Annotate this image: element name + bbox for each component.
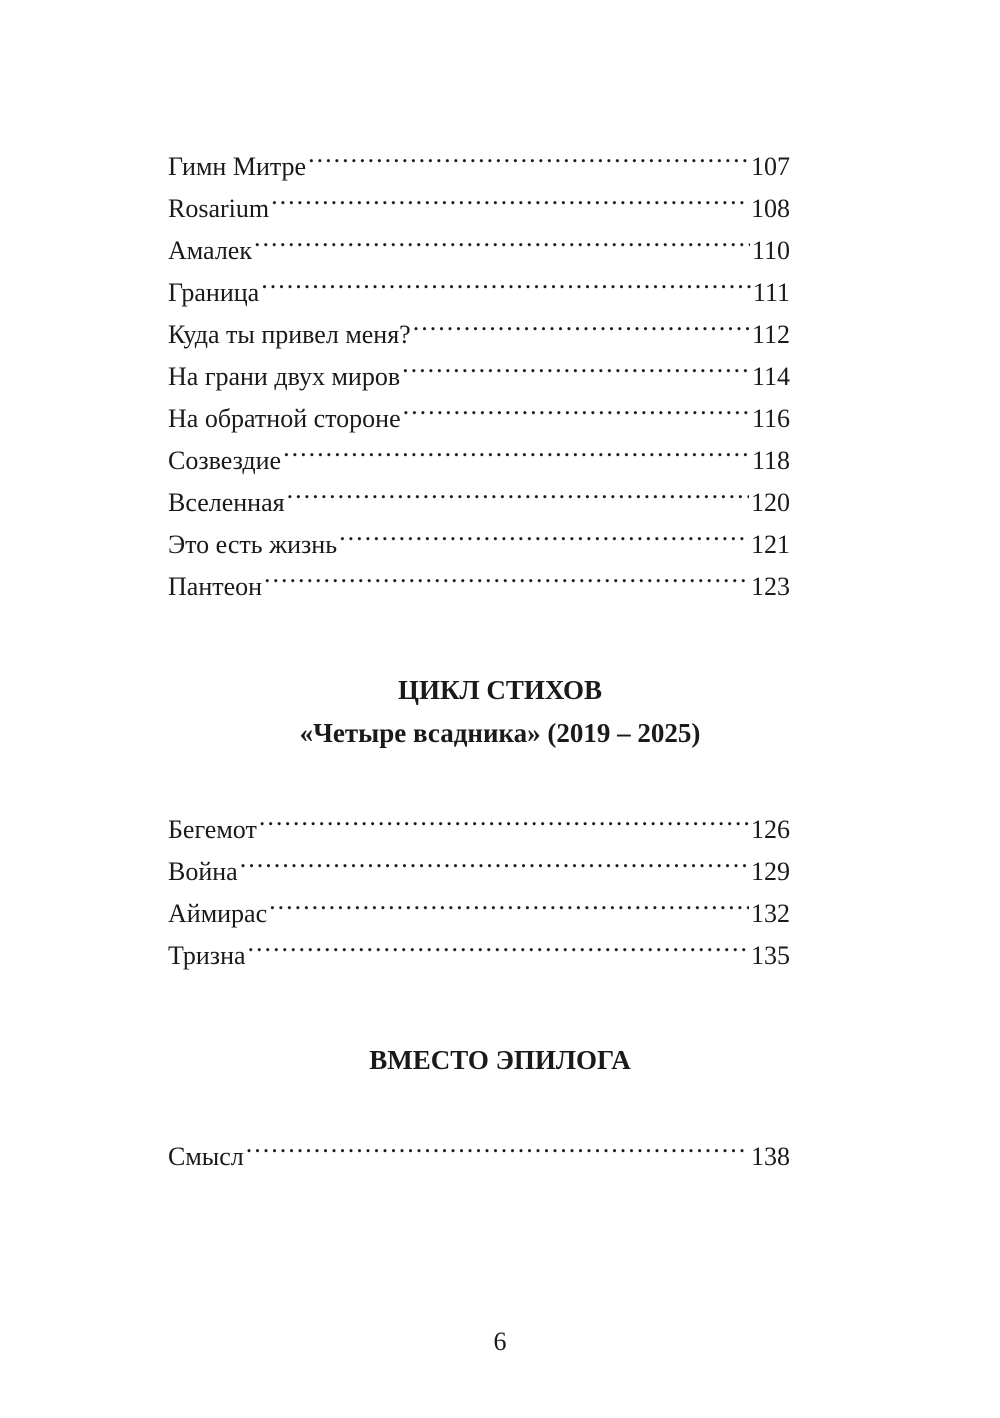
toc-entry-page: 126 bbox=[751, 815, 790, 844]
toc-entry[interactable] bbox=[168, 217, 790, 265]
toc-entry-page: 111 bbox=[752, 278, 790, 307]
toc-entry[interactable] bbox=[168, 922, 790, 970]
toc-entry-title: Пантеон bbox=[168, 572, 263, 601]
toc-dot-leader bbox=[246, 1123, 749, 1165]
toc-entry-page: 129 bbox=[751, 857, 790, 886]
toc-dot-leader bbox=[259, 796, 749, 838]
toc-entry-title: Гимн Митре bbox=[168, 152, 307, 181]
toc-entry-title: Rosarium bbox=[168, 194, 270, 223]
toc-entry-page: 120 bbox=[751, 488, 790, 517]
page-number: 6 bbox=[493, 1327, 507, 1356]
toc-entry[interactable] bbox=[168, 301, 790, 349]
toc-dot-leader bbox=[254, 217, 750, 259]
toc-entry[interactable] bbox=[168, 880, 790, 928]
toc-entry-page: 123 bbox=[751, 572, 790, 601]
toc-section-2 bbox=[168, 796, 790, 970]
toc-entry-page: 114 bbox=[751, 362, 790, 391]
toc-entry-title: Созвездие bbox=[168, 446, 282, 475]
toc-dot-leader bbox=[287, 469, 749, 511]
toc-dot-leader bbox=[271, 175, 749, 217]
toc-dot-leader bbox=[248, 922, 749, 964]
toc-entry-title: Бегемот bbox=[168, 815, 257, 844]
toc-entry-page: 108 bbox=[751, 194, 790, 223]
toc-entry[interactable] bbox=[168, 259, 790, 307]
toc-entry-title: Тризна bbox=[168, 941, 246, 970]
toc-entry-title: Куда ты привел меня? bbox=[168, 320, 411, 349]
toc-entry[interactable] bbox=[168, 133, 790, 181]
toc-section-3 bbox=[168, 1123, 790, 1171]
toc-entry-page: 132 bbox=[751, 899, 790, 928]
toc-entry-page: 121 bbox=[751, 530, 790, 559]
toc-entry-title: На обратной стороне bbox=[168, 404, 401, 433]
toc-entry-title: На грани двух миров bbox=[168, 362, 401, 391]
cycle-heading-line2: «Четыре всадника» (2019 – 2025) bbox=[299, 718, 701, 748]
toc-dot-leader bbox=[413, 301, 750, 343]
toc-entry-page: 112 bbox=[751, 320, 790, 349]
epilogue-heading: ВМЕСТО ЭПИЛОГА bbox=[369, 1045, 631, 1075]
toc-entry-title: Аймирас bbox=[168, 899, 268, 928]
cycle-heading-line1: ЦИКЛ СТИХОВ bbox=[397, 675, 603, 705]
toc-entry[interactable] bbox=[168, 1123, 790, 1171]
toc-dot-leader bbox=[283, 427, 750, 469]
toc-entry-title: Это есть жизнь bbox=[168, 530, 338, 559]
toc-section-1 bbox=[168, 133, 790, 601]
toc-dot-leader bbox=[240, 838, 749, 880]
toc-entry[interactable] bbox=[168, 838, 790, 886]
toc-entry-page: 110 bbox=[751, 236, 790, 265]
toc-entry-page: 116 bbox=[751, 404, 790, 433]
toc-entry-title: Смысл bbox=[168, 1142, 244, 1171]
toc-entry-title: Вселенная bbox=[168, 488, 285, 517]
toc-dot-leader bbox=[403, 385, 750, 427]
toc-dot-leader bbox=[264, 553, 749, 595]
toc-dot-leader bbox=[261, 259, 751, 301]
toc-dot-leader bbox=[402, 343, 750, 385]
toc-dot-leader bbox=[308, 133, 749, 175]
toc-entry-page: 107 bbox=[751, 152, 790, 181]
toc-entry-title: Война bbox=[168, 857, 238, 886]
toc-entry[interactable] bbox=[168, 796, 790, 844]
toc-dot-leader bbox=[269, 880, 749, 922]
toc-entry-title: Граница bbox=[168, 278, 260, 307]
toc-entry-page: 138 bbox=[751, 1142, 790, 1171]
toc-dot-leader bbox=[339, 511, 749, 553]
toc-entry-title: Амалек bbox=[168, 236, 252, 265]
toc-entry-page: 135 bbox=[751, 941, 790, 970]
toc-entry-page: 118 bbox=[751, 446, 790, 475]
